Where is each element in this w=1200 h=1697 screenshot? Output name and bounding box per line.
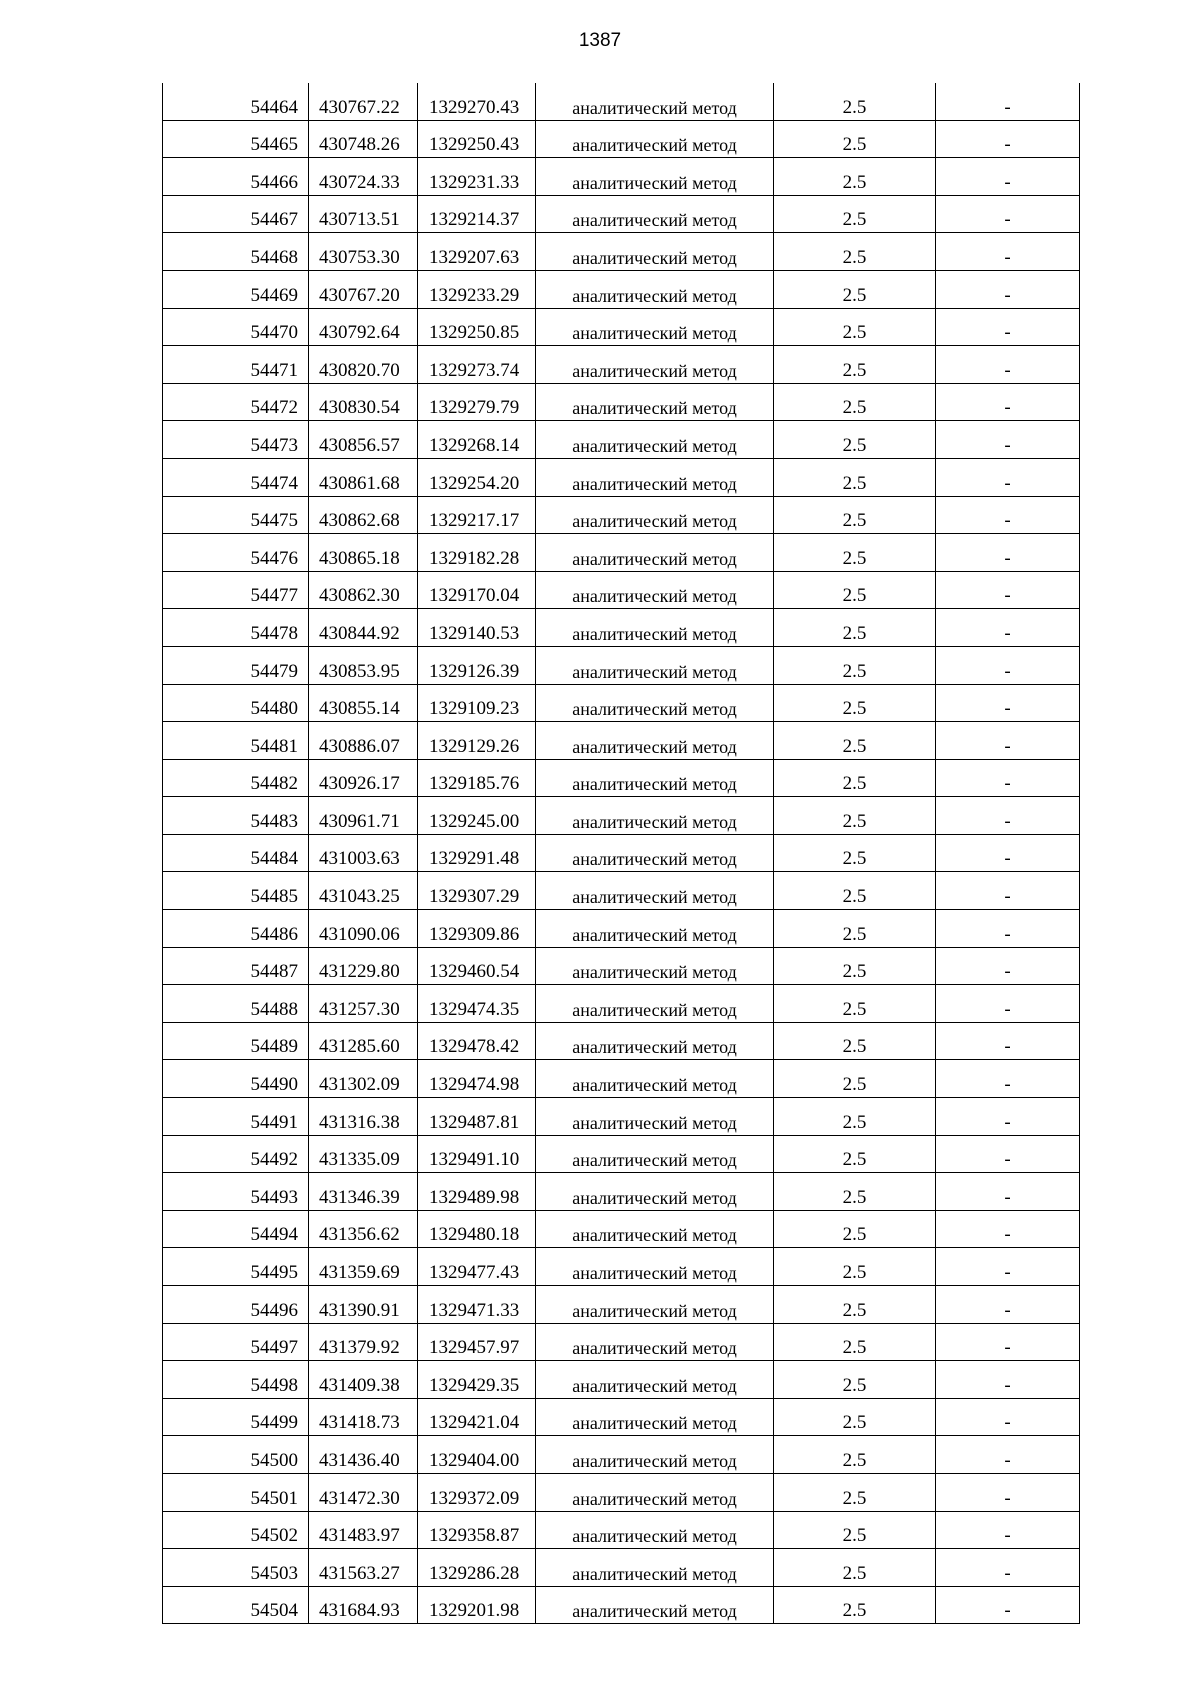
- method-cell: аналитический метод: [536, 571, 774, 609]
- accuracy-cell: 2.5: [774, 797, 936, 835]
- table-row: [163, 834, 1080, 872]
- y-coordinate-cell: 1329250.43: [418, 120, 536, 158]
- extra-cell: -: [936, 1436, 1080, 1474]
- table-row: [163, 120, 1080, 158]
- x-coordinate-cell: 431090.06: [309, 910, 418, 948]
- accuracy-cell: 2.5: [774, 1210, 936, 1248]
- x-coordinate-cell: 431436.40: [309, 1436, 418, 1474]
- point-number-cell: 54478: [163, 609, 309, 647]
- accuracy-cell: 2.5: [774, 947, 936, 985]
- y-coordinate-cell: 1329480.18: [418, 1210, 536, 1248]
- method-cell: аналитический метод: [536, 1323, 774, 1361]
- y-coordinate-cell: 1329279.79: [418, 383, 536, 421]
- method-cell: аналитический метод: [536, 383, 774, 421]
- y-coordinate-cell: 1329291.48: [418, 834, 536, 872]
- y-coordinate-cell: 1329250.85: [418, 308, 536, 346]
- method-cell: аналитический метод: [536, 158, 774, 196]
- table-row: [163, 1473, 1080, 1511]
- method-cell: аналитический метод: [536, 609, 774, 647]
- y-coordinate-cell: 1329477.43: [418, 1248, 536, 1286]
- extra-cell: -: [936, 1586, 1080, 1624]
- table-row: [163, 1022, 1080, 1060]
- extra-cell: -: [936, 270, 1080, 308]
- y-coordinate-cell: 1329140.53: [418, 609, 536, 647]
- point-number-cell: 54502: [163, 1511, 309, 1549]
- point-number-cell: 54498: [163, 1361, 309, 1399]
- extra-cell: -: [936, 834, 1080, 872]
- point-number-cell: 54495: [163, 1248, 309, 1286]
- accuracy-cell: 2.5: [774, 346, 936, 384]
- table-row: [163, 1248, 1080, 1286]
- y-coordinate-cell: 1329404.00: [418, 1436, 536, 1474]
- accuracy-cell: 2.5: [774, 1098, 936, 1136]
- point-number-cell: 54466: [163, 158, 309, 196]
- point-number-cell: 54464: [163, 83, 309, 120]
- x-coordinate-cell: 430748.26: [309, 120, 418, 158]
- accuracy-cell: 2.5: [774, 684, 936, 722]
- accuracy-cell: 2.5: [774, 1173, 936, 1211]
- y-coordinate-cell: 1329491.10: [418, 1135, 536, 1173]
- x-coordinate-cell: 431356.62: [309, 1210, 418, 1248]
- x-coordinate-cell: 430844.92: [309, 609, 418, 647]
- x-coordinate-cell: 431409.38: [309, 1361, 418, 1399]
- table-row: [163, 722, 1080, 760]
- method-cell: аналитический метод: [536, 1248, 774, 1286]
- method-cell: аналитический метод: [536, 759, 774, 797]
- table-row: [163, 1361, 1080, 1399]
- extra-cell: -: [936, 308, 1080, 346]
- table-row: [163, 270, 1080, 308]
- y-coordinate-cell: 1329109.23: [418, 684, 536, 722]
- point-number-cell: 54474: [163, 458, 309, 496]
- x-coordinate-cell: 431390.91: [309, 1286, 418, 1324]
- point-number-cell: 54482: [163, 759, 309, 797]
- table-row: [163, 421, 1080, 459]
- point-number-cell: 54486: [163, 910, 309, 948]
- x-coordinate-cell: 430820.70: [309, 346, 418, 384]
- x-coordinate-cell: 431359.69: [309, 1248, 418, 1286]
- table-row: [163, 383, 1080, 421]
- accuracy-cell: 2.5: [774, 759, 936, 797]
- method-cell: аналитический метод: [536, 1022, 774, 1060]
- table-row: [163, 1586, 1080, 1624]
- accuracy-cell: 2.5: [774, 421, 936, 459]
- method-cell: аналитический метод: [536, 1398, 774, 1436]
- extra-cell: -: [936, 759, 1080, 797]
- accuracy-cell: 2.5: [774, 1286, 936, 1324]
- method-cell: аналитический метод: [536, 346, 774, 384]
- extra-cell: -: [936, 83, 1080, 120]
- x-coordinate-cell: 431483.97: [309, 1511, 418, 1549]
- point-number-cell: 54500: [163, 1436, 309, 1474]
- accuracy-cell: 2.5: [774, 1511, 936, 1549]
- accuracy-cell: 2.5: [774, 308, 936, 346]
- x-coordinate-cell: 431257.30: [309, 985, 418, 1023]
- y-coordinate-cell: 1329457.97: [418, 1323, 536, 1361]
- point-number-cell: 54503: [163, 1549, 309, 1587]
- table-row: [163, 158, 1080, 196]
- extra-cell: -: [936, 496, 1080, 534]
- point-number-cell: 54488: [163, 985, 309, 1023]
- point-number-cell: 54481: [163, 722, 309, 760]
- table-row: [163, 684, 1080, 722]
- method-cell: аналитический метод: [536, 947, 774, 985]
- x-coordinate-cell: 430855.14: [309, 684, 418, 722]
- y-coordinate-cell: 1329270.43: [418, 83, 536, 120]
- accuracy-cell: 2.5: [774, 534, 936, 572]
- extra-cell: -: [936, 1173, 1080, 1211]
- x-coordinate-cell: 431684.93: [309, 1586, 418, 1624]
- method-cell: аналитический метод: [536, 458, 774, 496]
- x-coordinate-cell: 430862.30: [309, 571, 418, 609]
- x-coordinate-cell: 430792.64: [309, 308, 418, 346]
- accuracy-cell: 2.5: [774, 1586, 936, 1624]
- table-row: [163, 1286, 1080, 1324]
- x-coordinate-cell: 430724.33: [309, 158, 418, 196]
- method-cell: аналитический метод: [536, 1135, 774, 1173]
- point-number-cell: 54484: [163, 834, 309, 872]
- accuracy-cell: 2.5: [774, 383, 936, 421]
- accuracy-cell: 2.5: [774, 83, 936, 120]
- y-coordinate-cell: 1329474.35: [418, 985, 536, 1023]
- x-coordinate-cell: 430753.30: [309, 233, 418, 271]
- point-number-cell: 54493: [163, 1173, 309, 1211]
- x-coordinate-cell: 431003.63: [309, 834, 418, 872]
- table-row: [163, 195, 1080, 233]
- y-coordinate-cell: 1329207.63: [418, 233, 536, 271]
- point-number-cell: 54504: [163, 1586, 309, 1624]
- point-number-cell: 54501: [163, 1473, 309, 1511]
- accuracy-cell: 2.5: [774, 1436, 936, 1474]
- table-row: [163, 947, 1080, 985]
- accuracy-cell: 2.5: [774, 872, 936, 910]
- accuracy-cell: 2.5: [774, 1398, 936, 1436]
- x-coordinate-cell: 430767.20: [309, 270, 418, 308]
- table-row: [163, 985, 1080, 1023]
- accuracy-cell: 2.5: [774, 1022, 936, 1060]
- extra-cell: -: [936, 1361, 1080, 1399]
- point-number-cell: 54497: [163, 1323, 309, 1361]
- accuracy-cell: 2.5: [774, 910, 936, 948]
- point-number-cell: 54499: [163, 1398, 309, 1436]
- y-coordinate-cell: 1329126.39: [418, 646, 536, 684]
- method-cell: аналитический метод: [536, 1473, 774, 1511]
- extra-cell: -: [936, 947, 1080, 985]
- coordinates-table-body: [163, 83, 1080, 1624]
- extra-cell: -: [936, 1248, 1080, 1286]
- extra-cell: -: [936, 1511, 1080, 1549]
- y-coordinate-cell: 1329358.87: [418, 1511, 536, 1549]
- method-cell: аналитический метод: [536, 83, 774, 120]
- y-coordinate-cell: 1329273.74: [418, 346, 536, 384]
- method-cell: аналитический метод: [536, 684, 774, 722]
- y-coordinate-cell: 1329421.04: [418, 1398, 536, 1436]
- y-coordinate-cell: 1329489.98: [418, 1173, 536, 1211]
- accuracy-cell: 2.5: [774, 458, 936, 496]
- method-cell: аналитический метод: [536, 1586, 774, 1624]
- x-coordinate-cell: 431346.39: [309, 1173, 418, 1211]
- table-row: [163, 571, 1080, 609]
- accuracy-cell: 2.5: [774, 722, 936, 760]
- accuracy-cell: 2.5: [774, 195, 936, 233]
- accuracy-cell: 2.5: [774, 1135, 936, 1173]
- extra-cell: -: [936, 233, 1080, 271]
- x-coordinate-cell: 431472.30: [309, 1473, 418, 1511]
- accuracy-cell: 2.5: [774, 571, 936, 609]
- extra-cell: -: [936, 120, 1080, 158]
- table-row: [163, 1398, 1080, 1436]
- y-coordinate-cell: 1329182.28: [418, 534, 536, 572]
- table-row: [163, 609, 1080, 647]
- y-coordinate-cell: 1329254.20: [418, 458, 536, 496]
- x-coordinate-cell: 430853.95: [309, 646, 418, 684]
- point-number-cell: 54483: [163, 797, 309, 835]
- y-coordinate-cell: 1329309.86: [418, 910, 536, 948]
- method-cell: аналитический метод: [536, 534, 774, 572]
- extra-cell: -: [936, 910, 1080, 948]
- table-row: [163, 1173, 1080, 1211]
- x-coordinate-cell: 430861.68: [309, 458, 418, 496]
- x-coordinate-cell: 430830.54: [309, 383, 418, 421]
- point-number-cell: 54473: [163, 421, 309, 459]
- method-cell: аналитический метод: [536, 233, 774, 271]
- extra-cell: -: [936, 571, 1080, 609]
- y-coordinate-cell: 1329307.29: [418, 872, 536, 910]
- point-number-cell: 54491: [163, 1098, 309, 1136]
- y-coordinate-cell: 1329286.28: [418, 1549, 536, 1587]
- accuracy-cell: 2.5: [774, 1060, 936, 1098]
- method-cell: аналитический метод: [536, 496, 774, 534]
- x-coordinate-cell: 431229.80: [309, 947, 418, 985]
- table-row: [163, 458, 1080, 496]
- accuracy-cell: 2.5: [774, 1323, 936, 1361]
- point-number-cell: 54494: [163, 1210, 309, 1248]
- method-cell: аналитический метод: [536, 308, 774, 346]
- y-coordinate-cell: 1329372.09: [418, 1473, 536, 1511]
- method-cell: аналитический метод: [536, 1549, 774, 1587]
- point-number-cell: 54472: [163, 383, 309, 421]
- table-row: [163, 872, 1080, 910]
- table-row: [163, 1210, 1080, 1248]
- extra-cell: -: [936, 646, 1080, 684]
- extra-cell: -: [936, 383, 1080, 421]
- method-cell: аналитический метод: [536, 797, 774, 835]
- table-row: [163, 1060, 1080, 1098]
- x-coordinate-cell: 431379.92: [309, 1323, 418, 1361]
- y-coordinate-cell: 1329217.17: [418, 496, 536, 534]
- x-coordinate-cell: 431563.27: [309, 1549, 418, 1587]
- method-cell: аналитический метод: [536, 1210, 774, 1248]
- point-number-cell: 54485: [163, 872, 309, 910]
- method-cell: аналитический метод: [536, 985, 774, 1023]
- extra-cell: -: [936, 872, 1080, 910]
- point-number-cell: 54477: [163, 571, 309, 609]
- point-number-cell: 54476: [163, 534, 309, 572]
- accuracy-cell: 2.5: [774, 233, 936, 271]
- point-number-cell: 54471: [163, 346, 309, 384]
- method-cell: аналитический метод: [536, 1098, 774, 1136]
- extra-cell: -: [936, 1549, 1080, 1587]
- x-coordinate-cell: 430926.17: [309, 759, 418, 797]
- extra-cell: -: [936, 346, 1080, 384]
- x-coordinate-cell: 430886.07: [309, 722, 418, 760]
- point-number-cell: 54490: [163, 1060, 309, 1098]
- point-number-cell: 54465: [163, 120, 309, 158]
- point-number-cell: 54467: [163, 195, 309, 233]
- method-cell: аналитический метод: [536, 1361, 774, 1399]
- point-number-cell: 54470: [163, 308, 309, 346]
- point-number-cell: 54489: [163, 1022, 309, 1060]
- table-row: [163, 83, 1080, 120]
- y-coordinate-cell: 1329170.04: [418, 571, 536, 609]
- x-coordinate-cell: 430713.51: [309, 195, 418, 233]
- y-coordinate-cell: 1329201.98: [418, 1586, 536, 1624]
- point-number-cell: 54487: [163, 947, 309, 985]
- x-coordinate-cell: 430961.71: [309, 797, 418, 835]
- method-cell: аналитический метод: [536, 1060, 774, 1098]
- method-cell: аналитический метод: [536, 1286, 774, 1324]
- extra-cell: -: [936, 421, 1080, 459]
- y-coordinate-cell: 1329487.81: [418, 1098, 536, 1136]
- coordinates-table: [162, 83, 1080, 1624]
- accuracy-cell: 2.5: [774, 120, 936, 158]
- extra-cell: -: [936, 1286, 1080, 1324]
- extra-cell: -: [936, 1022, 1080, 1060]
- x-coordinate-cell: 431285.60: [309, 1022, 418, 1060]
- table-row: [163, 910, 1080, 948]
- point-number-cell: 54479: [163, 646, 309, 684]
- table-row: [163, 308, 1080, 346]
- extra-cell: -: [936, 1323, 1080, 1361]
- accuracy-cell: 2.5: [774, 1361, 936, 1399]
- method-cell: аналитический метод: [536, 834, 774, 872]
- y-coordinate-cell: 1329129.26: [418, 722, 536, 760]
- accuracy-cell: 2.5: [774, 1549, 936, 1587]
- method-cell: аналитический метод: [536, 910, 774, 948]
- x-coordinate-cell: 430856.57: [309, 421, 418, 459]
- y-coordinate-cell: 1329231.33: [418, 158, 536, 196]
- method-cell: аналитический метод: [536, 1511, 774, 1549]
- method-cell: аналитический метод: [536, 195, 774, 233]
- table-row: [163, 496, 1080, 534]
- method-cell: аналитический метод: [536, 270, 774, 308]
- extra-cell: -: [936, 158, 1080, 196]
- method-cell: аналитический метод: [536, 1173, 774, 1211]
- point-number-cell: 54480: [163, 684, 309, 722]
- x-coordinate-cell: 430767.22: [309, 83, 418, 120]
- y-coordinate-cell: 1329214.37: [418, 195, 536, 233]
- extra-cell: -: [936, 1398, 1080, 1436]
- point-number-cell: 54475: [163, 496, 309, 534]
- table-row: [163, 1549, 1080, 1587]
- point-number-cell: 54469: [163, 270, 309, 308]
- table-row: [163, 233, 1080, 271]
- accuracy-cell: 2.5: [774, 834, 936, 872]
- accuracy-cell: 2.5: [774, 1248, 936, 1286]
- y-coordinate-cell: 1329268.14: [418, 421, 536, 459]
- method-cell: аналитический метод: [536, 872, 774, 910]
- extra-cell: -: [936, 1210, 1080, 1248]
- extra-cell: -: [936, 684, 1080, 722]
- extra-cell: -: [936, 609, 1080, 647]
- method-cell: аналитический метод: [536, 722, 774, 760]
- accuracy-cell: 2.5: [774, 270, 936, 308]
- extra-cell: -: [936, 195, 1080, 233]
- extra-cell: -: [936, 1098, 1080, 1136]
- extra-cell: -: [936, 722, 1080, 760]
- table-row: [163, 797, 1080, 835]
- method-cell: аналитический метод: [536, 646, 774, 684]
- y-coordinate-cell: 1329245.00: [418, 797, 536, 835]
- table-row: [163, 1098, 1080, 1136]
- x-coordinate-cell: 431302.09: [309, 1060, 418, 1098]
- x-coordinate-cell: 431043.25: [309, 872, 418, 910]
- accuracy-cell: 2.5: [774, 158, 936, 196]
- table-row: [163, 759, 1080, 797]
- extra-cell: -: [936, 985, 1080, 1023]
- y-coordinate-cell: 1329185.76: [418, 759, 536, 797]
- extra-cell: -: [936, 1473, 1080, 1511]
- extra-cell: -: [936, 1060, 1080, 1098]
- table-row: [163, 1436, 1080, 1474]
- x-coordinate-cell: 431316.38: [309, 1098, 418, 1136]
- table-row: [163, 1323, 1080, 1361]
- accuracy-cell: 2.5: [774, 609, 936, 647]
- method-cell: аналитический метод: [536, 120, 774, 158]
- table-row: [163, 346, 1080, 384]
- accuracy-cell: 2.5: [774, 646, 936, 684]
- point-number-cell: 54496: [163, 1286, 309, 1324]
- table-row: [163, 646, 1080, 684]
- table-row: [163, 1511, 1080, 1549]
- x-coordinate-cell: 430862.68: [309, 496, 418, 534]
- x-coordinate-cell: 431335.09: [309, 1135, 418, 1173]
- table-row: [163, 534, 1080, 572]
- x-coordinate-cell: 430865.18: [309, 534, 418, 572]
- extra-cell: -: [936, 534, 1080, 572]
- extra-cell: -: [936, 797, 1080, 835]
- accuracy-cell: 2.5: [774, 985, 936, 1023]
- method-cell: аналитический метод: [536, 421, 774, 459]
- y-coordinate-cell: 1329474.98: [418, 1060, 536, 1098]
- point-number-cell: 54468: [163, 233, 309, 271]
- page-number: 1387: [578, 30, 622, 51]
- table-row: [163, 1135, 1080, 1173]
- y-coordinate-cell: 1329233.29: [418, 270, 536, 308]
- extra-cell: -: [936, 458, 1080, 496]
- accuracy-cell: 2.5: [774, 496, 936, 534]
- method-cell: аналитический метод: [536, 1436, 774, 1474]
- y-coordinate-cell: 1329429.35: [418, 1361, 536, 1399]
- extra-cell: -: [936, 1135, 1080, 1173]
- x-coordinate-cell: 431418.73: [309, 1398, 418, 1436]
- point-number-cell: 54492: [163, 1135, 309, 1173]
- accuracy-cell: 2.5: [774, 1473, 936, 1511]
- y-coordinate-cell: 1329471.33: [418, 1286, 536, 1324]
- y-coordinate-cell: 1329478.42: [418, 1022, 536, 1060]
- y-coordinate-cell: 1329460.54: [418, 947, 536, 985]
